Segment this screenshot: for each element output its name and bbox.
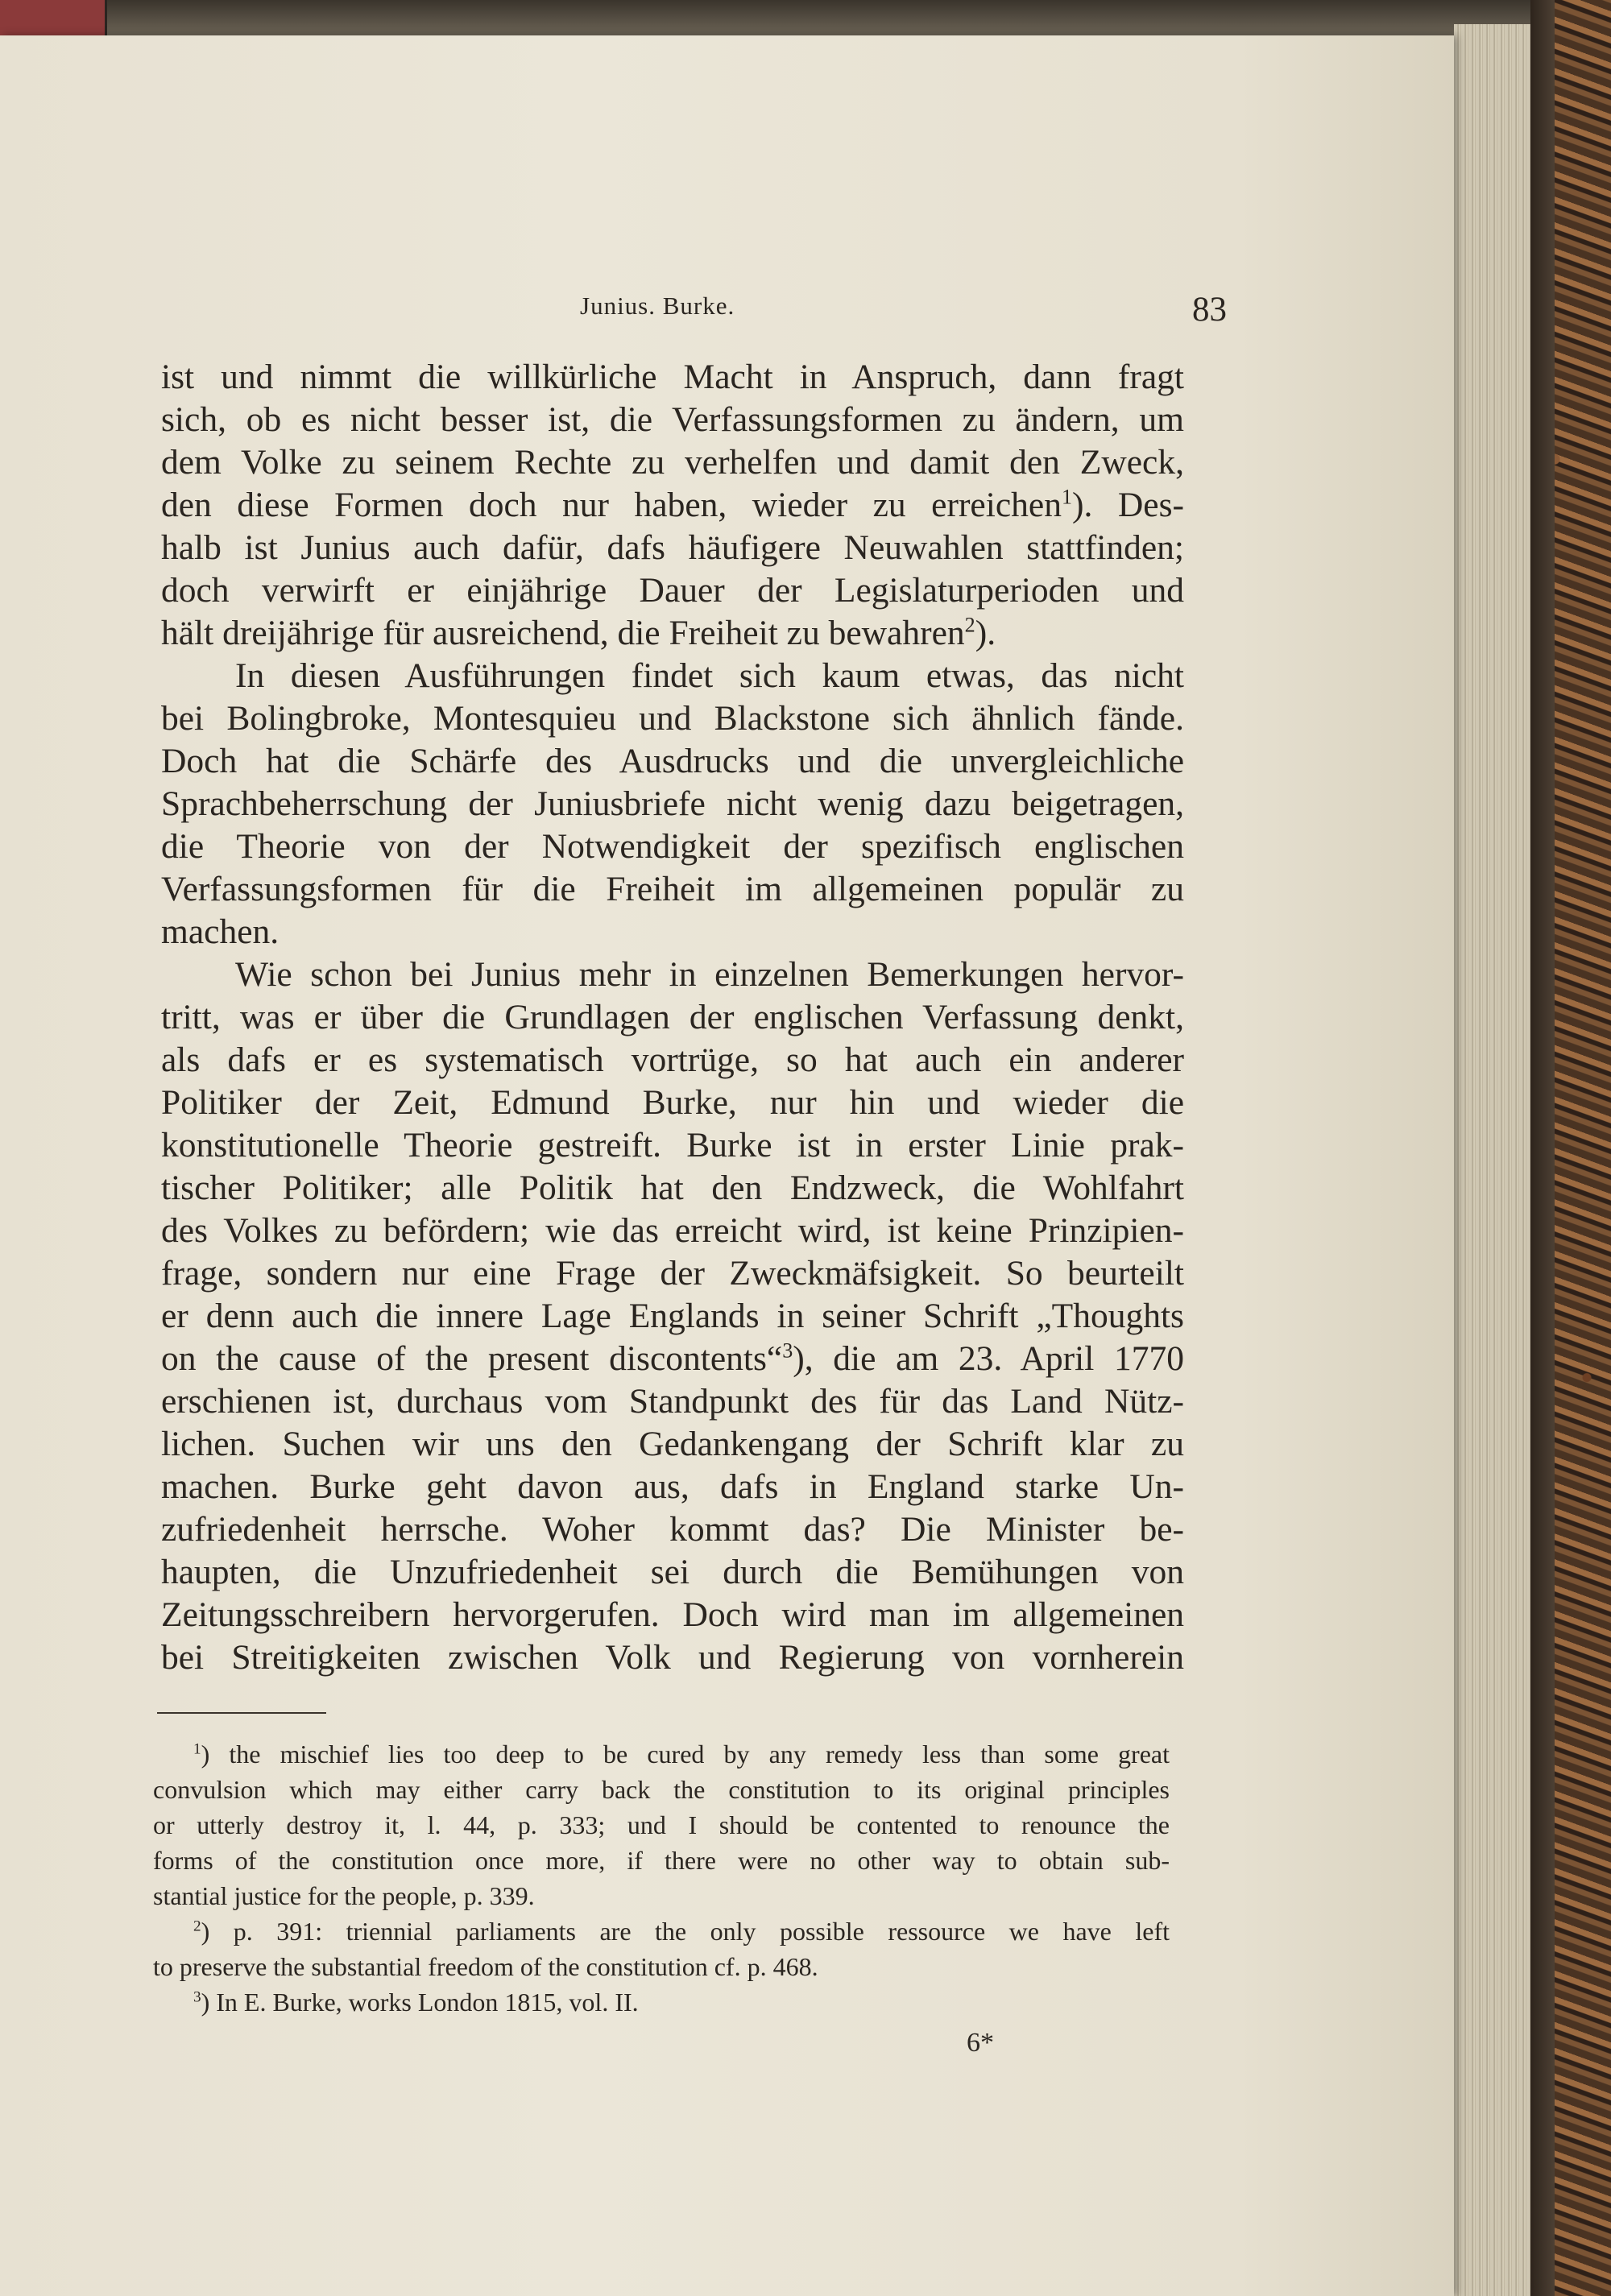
text-segment: ) p. 391: triennial parliaments are the only possible ressource we have left — [201, 1917, 1170, 1946]
text-segment: den diese Formen doch nur haben, wieder zu erreichen — [161, 486, 1062, 524]
book-ribbon — [0, 0, 107, 35]
text-line: haupten, die Unzufriedenheit sei durch die Bemühungen von — [161, 1553, 1184, 1591]
page-number: 83 — [1192, 291, 1227, 329]
text-segment: ). Des- — [1072, 486, 1184, 524]
text-line — [161, 484, 1184, 527]
footnote-2-line — [153, 1913, 1170, 1949]
text-line: dem Volke zu seinem Rechte zu verhelfen und damit den Zweck, — [161, 443, 1184, 482]
text-line: doch verwirft er einjährige Dauer der Legislaturperioden und — [161, 571, 1184, 610]
text-line: bei Bolingbroke, Montesquieu und Blackstone sich ähnlich fände. — [161, 699, 1184, 738]
book-top-edge — [0, 0, 1611, 35]
text-segment: ). — [975, 614, 996, 652]
book-page — [0, 35, 1454, 2296]
text-segment: ) In E. Burke, works London 1815, vol. II. — [201, 1988, 639, 2017]
text-line: tischer Politiker; alle Politik hat den Endzweck, die Wohlfahrt — [161, 1169, 1184, 1207]
running-header — [0, 285, 1454, 333]
text-segment: ), die am 23. April 1770 — [793, 1339, 1184, 1378]
text-line: lichen. Suchen wir uns den Gedankengang der Schrift klar zu — [161, 1425, 1184, 1463]
footnote-1-line: or utterly destroy it, l. 44, p. 333; und I should be contented to renounce the — [153, 1810, 1170, 1839]
text-segment: ) the mischief lies too deep to be cured by any remedy less than some great — [201, 1740, 1170, 1769]
footnote-mark-2: 2 — [193, 1917, 201, 1935]
running-title: Junius. Burke. — [580, 292, 735, 320]
text-line: als dafs er es systematisch vortrüge, so hat auch ein anderer — [161, 1040, 1184, 1079]
text-line: des Volkes zu befördern; wie das erreicht wird, ist keine Prinzipien- — [161, 1211, 1184, 1250]
text-line: halb ist Junius auch dafür, dafs häufigere Neuwahlen stattfinden; — [161, 528, 1184, 567]
text-line: Zeitungsschreibern hervorgerufen. Doch wird man im allgemeinen — [161, 1595, 1184, 1634]
footnote-ref-2: 2 — [964, 613, 975, 637]
footnote-divider — [157, 1712, 326, 1714]
text-line: ist und nimmt die willkürliche Macht in Anspruch, dann fragt — [161, 358, 1184, 396]
page-stack-edge — [1454, 24, 1530, 2296]
footnote-ref-1: 1 — [1061, 485, 1072, 509]
text-line: frage, sondern nur eine Frage der Zweckmäfsigkeit. So beurteilt — [161, 1254, 1184, 1293]
footnote-2-line: to preserve the substantial freedom of the constitution cf. p. 468. — [153, 1952, 818, 1981]
footnote-1-line: forms of the constitution once more, if there were no other way to obtain sub- — [153, 1846, 1170, 1875]
text-line: machen. — [161, 912, 280, 951]
text-line — [161, 612, 1184, 655]
main-text — [161, 356, 1184, 1679]
signature-mark: 6* — [967, 2028, 994, 2058]
text-line: tritt, was er über die Grundlagen der englischen Verfassung denkt, — [161, 998, 1184, 1036]
text-line: In diesen Ausführungen findet sich kaum etwas, das nicht — [235, 656, 1184, 695]
text-line: erschienen ist, durchaus vom Standpunkt des für das Land Nütz- — [161, 1382, 1184, 1421]
text-line: bei Streitigkeiten zwischen Volk und Regierung von vornherein — [161, 1638, 1184, 1677]
text-line: Sprachbeherrschung der Juniusbriefe nicht wenig dazu beigetragen, — [161, 784, 1184, 823]
text-line: die Theorie von der Notwendigkeit der spezifisch englischen — [161, 827, 1184, 866]
text-line: sich, ob es nicht besser ist, die Verfassungsformen zu ändern, um — [161, 400, 1184, 439]
footnote-1-line: convulsion which may either carry back the constitution to its original principles — [153, 1775, 1170, 1804]
footnote-mark-1: 1 — [193, 1740, 201, 1758]
text-line: konstitutionelle Theorie gestreift. Burke ist in erster Linie prak- — [161, 1126, 1184, 1165]
footnote-ref-3: 3 — [782, 1338, 793, 1363]
text-line: Politiker der Zeit, Edmund Burke, nur hin und wieder die — [161, 1083, 1184, 1122]
text-segment: on the cause of the present discontents“ — [161, 1339, 783, 1378]
footnotes — [153, 1736, 1170, 2020]
text-line: Verfassungsformen für die Freiheit im allgemeinen populär zu — [161, 870, 1184, 908]
text-segment: hält dreijährige für ausreichend, die Freiheit zu bewahren — [161, 614, 965, 652]
text-line: Doch hat die Schärfe des Ausdrucks und die unvergleichliche — [161, 742, 1184, 780]
cover-rim — [1530, 0, 1555, 2296]
footnote-mark-3: 3 — [193, 1988, 201, 2006]
footnote-3-line — [153, 1984, 1170, 2020]
text-line — [161, 1338, 1184, 1380]
text-line: zufriedenheit herrsche. Woher kommt das? Die Minister be- — [161, 1510, 1184, 1549]
footnote-1-line: stantial justice for the people, p. 339. — [153, 1881, 535, 1910]
text-line: machen. Burke geht davon aus, dafs in England starke Un- — [161, 1467, 1184, 1506]
text-line: er denn auch die innere Lage Englands in seiner Schrift „Thoughts — [161, 1297, 1184, 1335]
text-line: Wie schon bei Junius mehr in einzelnen Bemerkungen hervor- — [235, 955, 1184, 994]
footnote-1-line — [153, 1736, 1170, 1772]
